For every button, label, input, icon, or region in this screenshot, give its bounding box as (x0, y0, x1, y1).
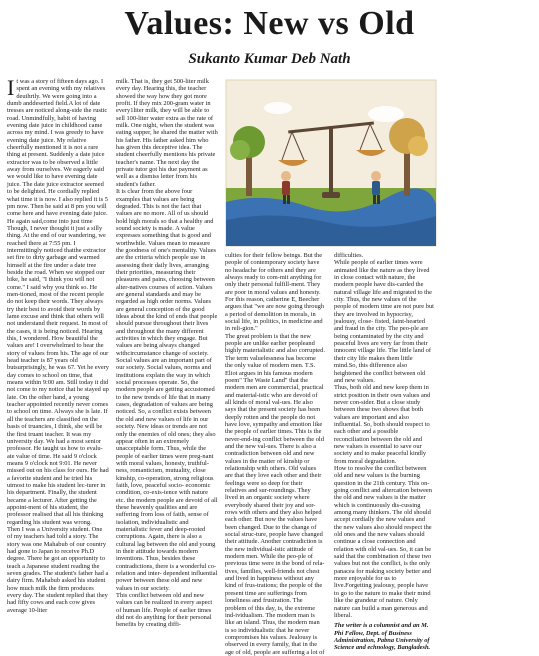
paragraph (7, 75, 109, 526)
article-column-2 (116, 78, 218, 629)
article-title: Values: New vs Old (124, 5, 415, 42)
paragraph: This conflict between old and new values can be realized in every aspect of human life. People of earlier times did not do anything for their personal benefits by creating diffi- (116, 592, 213, 629)
paragraph: While people of earlier times were animated like the nature as they lived in close contact with nature, the modern people have dis-carded the natural village life and migrated to the city. Thus, the new values of the people of modern time are not pure but they are involved in hypocrisy, jealousy, close- fisted, faint-hearted and fraud in the city. The peo-ple are being contaminated by the city and peaceful lives are very far from their innocent village life. The little land of their city life makes them little mind.So, this difference also heightened the conflict between old and new values. (334, 259, 434, 384)
paragraph: It is clear from the above four examples that values are being degraded. This is not the fact that values are no more. All of us should hold high morals so that a healthy and sound society is made. A value expresses something that is good and worthwhile. Values mean to measure the goodness of one's mentality. Values are the criteria which people use in assessing their daily lives, arranging their priorities, measuring their pleasures and pains, choosing between alter-natives courses of action. Values are general standards and may be regarded as high order norms. Values are general conception of the good ideas about the kind of ends that people should pursue throughout their lives and throughout the many different activities in which they engage. But values are being always changed withcircumstance change of society. Social values are an important part of our society. Social values, norms and institutions explain the way in which social processes operate. So, the modern people are getting accustomed to the new trends of life that in many cases, degradation of values are being noticed. So, a conflict exists between the old and new values of life in our society. New ideas or trends are not only the enemies of old ones; they also appear often in an extremely unacceptable form. Thus, while the people of earlier times were preg-nant with moral values, honesty, truthful-ness, romanticism, mutuality, close kinship, co-operation, strong religious faith, love, peaceful socio- economic condition, co-exis-tence with nature etc. the modern people are devoid of all these heavenly qualities and are suffering from loss of faith, sense of isolation, individualistic and materialistic fever and deep-rooted corruptions. Again, there is also a cultural lag between the old and young in their attitude towards modern inventions. Thus, besides these contradictions, there is a wonderful co-relation and inter- dependent influential power between these old and new values in our society. (116, 188, 218, 592)
article-column-3 (225, 252, 325, 656)
scales-old-vs-new-illustration-icon (226, 80, 436, 246)
paragraph: How to resolve the conflict between old and new values is the burning question in the 21th century. This on-going conflict and altercation between the old and new values is the matter which is continuously dis-cussing among many thinkers. The old should accept cordially the new values and the new values also should respect the old ones and the new values should continue a close connection and relation with old val-ues. So, it can be said that the combination of these two values but not the conflict, is the only panacea for making society better and more enjoyable for us to live.Forgetting jealousy, people have to go to the nature to make their mind like the grandeur of nature. Only nature can build a man generous and liberal. (334, 464, 432, 619)
author-note: The writer is a columnist and an M. Phi Fellow, Dept. of Business Administration, Pabna University of Science and echnology, Bangladesh. (334, 622, 431, 652)
article-column-4 (334, 252, 434, 652)
paragraph: Thus, both old and new keep them in strict position in their own values and never con-sider. But a close study between these two shows that both values are important and also influential. So, both should respect to each other and a possible reconciliation between the old and new values is essential to save our society and to make peaceful kindly from moral degradation. (334, 384, 431, 465)
paragraph: milk. That is, they get 500-liter milk every day. Hearing this, the teacher showed the way how they got more profit. If they mix 200-gram water in every1liter milk, they will be able to sell 100-liter water extra as the rate of milk. One night, when the student was eating supper, he shared the matter with his father. His father asked him who has given this deceptive idea. The student cheerfully mentions his private teacher's name. The next day the private tutor got his due payment as well as a dismiss letter from his student's father. (116, 78, 218, 188)
paragraph: The great problem is that the new people are unlike earlier peopleand highly materialistic and also corrupted. The term valuelessness has become the only value of modern men. T.S. Eliot argues in his famous modern poem" The Waste Land" that the modern men are commercial, practical and material-istic who are devoid of all kinds of moral val-ues. He also says that the present society has been deeply rotten and the people do not have love, sympathy and emotion like the people of earlier times. This is the never-end-ing conflict between the old and the new val-ues. There is also a contradiction between old and new values in the matter of kinship or relationship with others. Old values are that they love each other and their feelings were so deep for their relatives and sur-roundings. They lived in an organic society where everybody shared their joy and sor-rows with others and they also helped each other. But now the values have been changed. Due to the change of social struc-ture, people have changed their attitude. Another contradiction is the new individual-istic attitude of modern men. While the peo-ple of previous time were in the bond of rela-tives, families, well-friends not chest and lived in happiness without any kind of frus-trations; the people of the present time are sufferings from loneliness and frustration. The problem of this day, is, the extreme ind-ividualism. The modern man is like an island. Thus, the modern man is so individualistic that he never compromises his values. Jealousy is observed in every family, that in the age of old, people are suffering a lot of (225, 332, 325, 656)
author-byline: Sukanto Kumar Deb Nath (188, 51, 351, 67)
paragraph: difficulties. (334, 252, 364, 259)
article-illustration (226, 80, 436, 246)
paragraph: culties for their fellow beings. But the people of contemporary society have no headache for others and they are always ready to com-mit anything for only their personal fulfill-ment. They are poor in moral values and honesty. For this reason, catherine E, Beecher argues that "we are now going through a period of demolition in morals, in social life, in politics, in medicine and in reli-gion." (225, 252, 325, 333)
drop-cap: I (7, 75, 15, 100)
article-column-5 (443, 78, 535, 556)
article-column-1 (7, 75, 109, 614)
paragraph: Then I was a University student. One of my teachers had told a story. The story was one Mahabub of our country had gone to Japan to receive Ph.D degree. There he got an opportunity to teach a Japanese student reading the seven grades. The student's father had a dairy firm. Mahabub asked his student how much milk the firm produces every day. The student replied that they had fifty cows and each cow gives average 10-liter (7, 525, 109, 614)
paragraph-text: t was a story of fifteen days ago. I spent an evening with my relatives deuihrtly. We were going into a dumb anddeserted field.A lot of date tresses are noticed along-side the rustic road. Unmindfully, habit of having evening date juice in childhood came across my mind. I was greedy to have evening date juice. My relative cheerfully mentioned it is not a rare thing at present. Suddenly a date juice extractor was to be observed a little away from ourselves. We eagerly said we would like to have evening date juice. The date juice extractor seemed to be delighted. He cordially replied what time it is now. I also replied it is 5 pm now. Then he said at 8 pm you will come here and have evening date juice. He again said,come into just time Though, I never thought it just a silly thing. At the end of our wandering, we reached there at 7:55 pm. I intermittingly noticed thatthe extractor set fire to dirty garbage and warmed himself at the fire under a date tree beside the road. When we stopped our bike, he said, "I think you will not come." I said why you think so. He men-tioned, most of the recent people do not keep their words. They always try their best to avoid their words by lame excuse and think that others will not understand their request. In most of the cases, it is being noticed. Hearing this, I wondered. How beautiful the values are! I overwhelmed to hear the story of values from his. The age of our head teacher is 87 years old butsurprisingly, he was 67. Yet he every day comes to school on time, that means within 9:00 am. Still today it did not come to my notice that he stayed up late. On the other hand, a young teacher appointed recently never comes to school on time. Always she is late. If all the teachers are classified on the basis of truancies, I think, she will be the first truant teacher. It was my university day. We had a most senior professor. He taught us how to evalu-ate value of time. He said 9 o'clock means 9 o'clock not 9:01. He never missed out on his class for ours. He had a favorite student and he tried his utmost to make his student lec-turer in his department. Finally, the student became a lecturer. After getting the appoint-ment of his student, the professor realised that all his thinking regarding his student was wrong. (7, 78, 109, 526)
